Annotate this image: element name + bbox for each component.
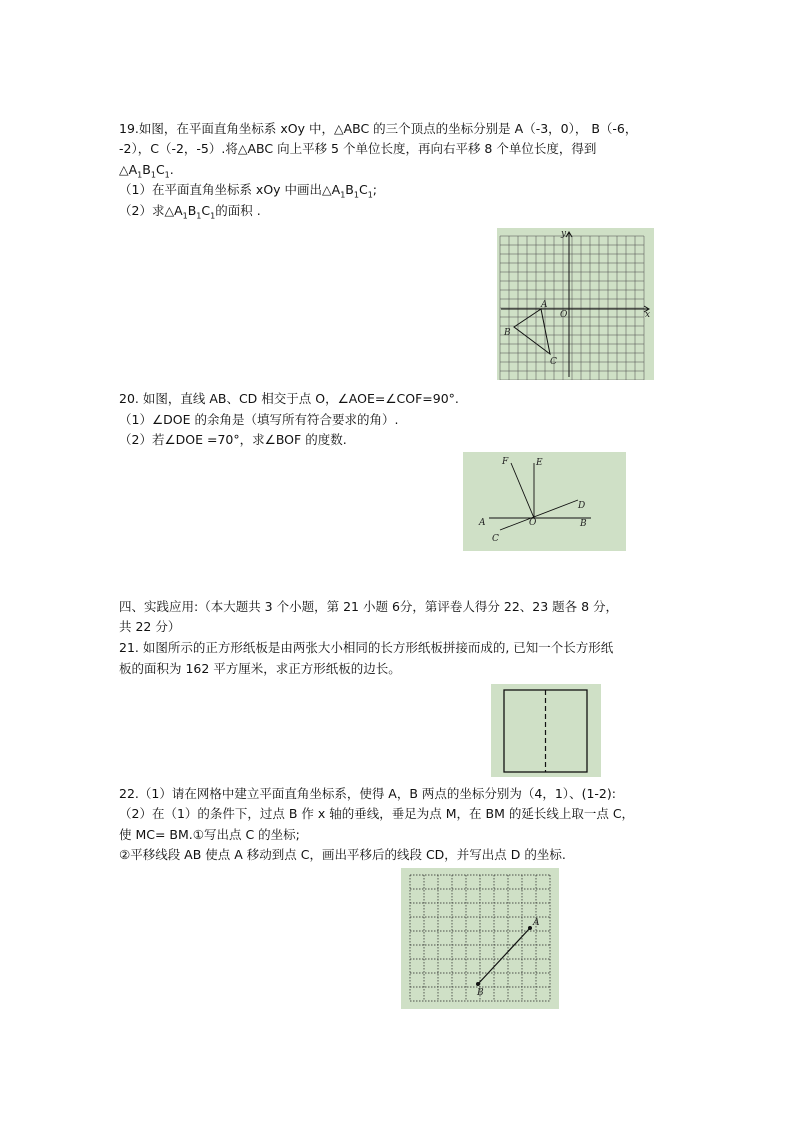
q20-part-2: （2）若∠DOE =70°，求∠BOF 的度数. bbox=[119, 432, 347, 447]
q21-line-1: 21. 如图所示的正方形纸板是由两张大小相同的长方形纸板拼接而成的, 已知一个长方形纸 bbox=[119, 640, 614, 655]
q20-label-f: F bbox=[502, 457, 509, 467]
q19-y-label: y bbox=[561, 229, 567, 239]
q19-triangle-abc bbox=[514, 309, 550, 354]
q20-label-o: O bbox=[529, 518, 537, 528]
q20-label-d: D bbox=[578, 501, 586, 511]
q20-label-a: A bbox=[479, 518, 486, 528]
q22-point-a bbox=[528, 926, 532, 930]
q22-svg bbox=[401, 868, 559, 1009]
q21-square-figure bbox=[491, 684, 601, 777]
q19-origin-label: O bbox=[560, 310, 568, 320]
q20-ray-of bbox=[511, 463, 534, 518]
q19-part-2: （2）求$\triangle A_1B_1C_1$的面积 . bbox=[119, 203, 261, 221]
q22-line-1: 22.（1）请在网格中建立平面直角坐标系，使得 A，B 两点的坐标分别为（4，1）、(1-2): bbox=[119, 786, 616, 801]
q19-label-c: C bbox=[550, 357, 557, 367]
q19-label-b: B bbox=[504, 328, 511, 338]
q19-part-1: （1）在平面直角坐标系 xOy 中画出$\triangle A_1B_1C_1$; bbox=[119, 182, 378, 200]
q20-line-1: 20. 如图，直线 AB、CD 相交于点 O，∠AOE=∠COF=90°. bbox=[119, 391, 459, 406]
q20-svg bbox=[463, 452, 626, 551]
q22-label-b: B bbox=[477, 988, 484, 998]
q20-angle-figure bbox=[463, 452, 626, 551]
q22-point-b bbox=[476, 982, 480, 986]
q20-label-c: C bbox=[492, 534, 499, 544]
q19-grid bbox=[500, 236, 644, 380]
q20-part-1: （1）∠DOE 的余角是（填写所有符合要求的角）. bbox=[119, 412, 399, 427]
q20-label-b: B bbox=[580, 519, 587, 529]
q19-grid-svg bbox=[497, 228, 654, 380]
q22-grid-figure bbox=[401, 868, 559, 1009]
q19-line-3: $\triangle A_1B_1C_1$. bbox=[119, 162, 174, 180]
q19-x-label: x bbox=[645, 310, 651, 320]
q22-line-4: ②平移线段 AB 使点 A 移动到点 C，画出平移后的线段 CD，并写出点 D 的坐标. bbox=[119, 847, 566, 862]
q20-label-e: E bbox=[536, 458, 543, 468]
q20-line-cd bbox=[500, 500, 578, 530]
q19-coordinate-figure bbox=[497, 228, 654, 380]
q22-line-3: 使 MC= BM.①写出点 C 的坐标; bbox=[119, 827, 300, 842]
q19-line-1: 19.如图，在平面直角坐标系 xOy 中，△ABC 的三个顶点的坐标分别是 A（-3，0）， B（-6， bbox=[119, 121, 638, 136]
section-4-heading-line-2: 共 22 分） bbox=[119, 619, 181, 634]
q22-label-a: A bbox=[533, 918, 540, 928]
q21-svg bbox=[491, 684, 601, 777]
q19-label-a: A bbox=[541, 300, 548, 310]
q22-line-2: （2）在（1）的条件下，过点 B 作 x 轴的垂线，垂足为点 M，在 BM 的延长线上取一点 C， bbox=[119, 806, 635, 821]
q21-line-2: 板的面积为 162 平方厘米，求正方形纸板的边长。 bbox=[119, 661, 401, 676]
section-4-heading-line-1: 四、实践应用:（本大题共 3 个小题，第 21 小题 6分，第评卷人得分 22、23 题各 8 分， bbox=[119, 599, 619, 614]
q19-line-2: -2），C（-2，-5）.将△ABC 向上平移 5 个单位长度，再向右平移 8 个单位长度，得到 bbox=[119, 141, 597, 156]
